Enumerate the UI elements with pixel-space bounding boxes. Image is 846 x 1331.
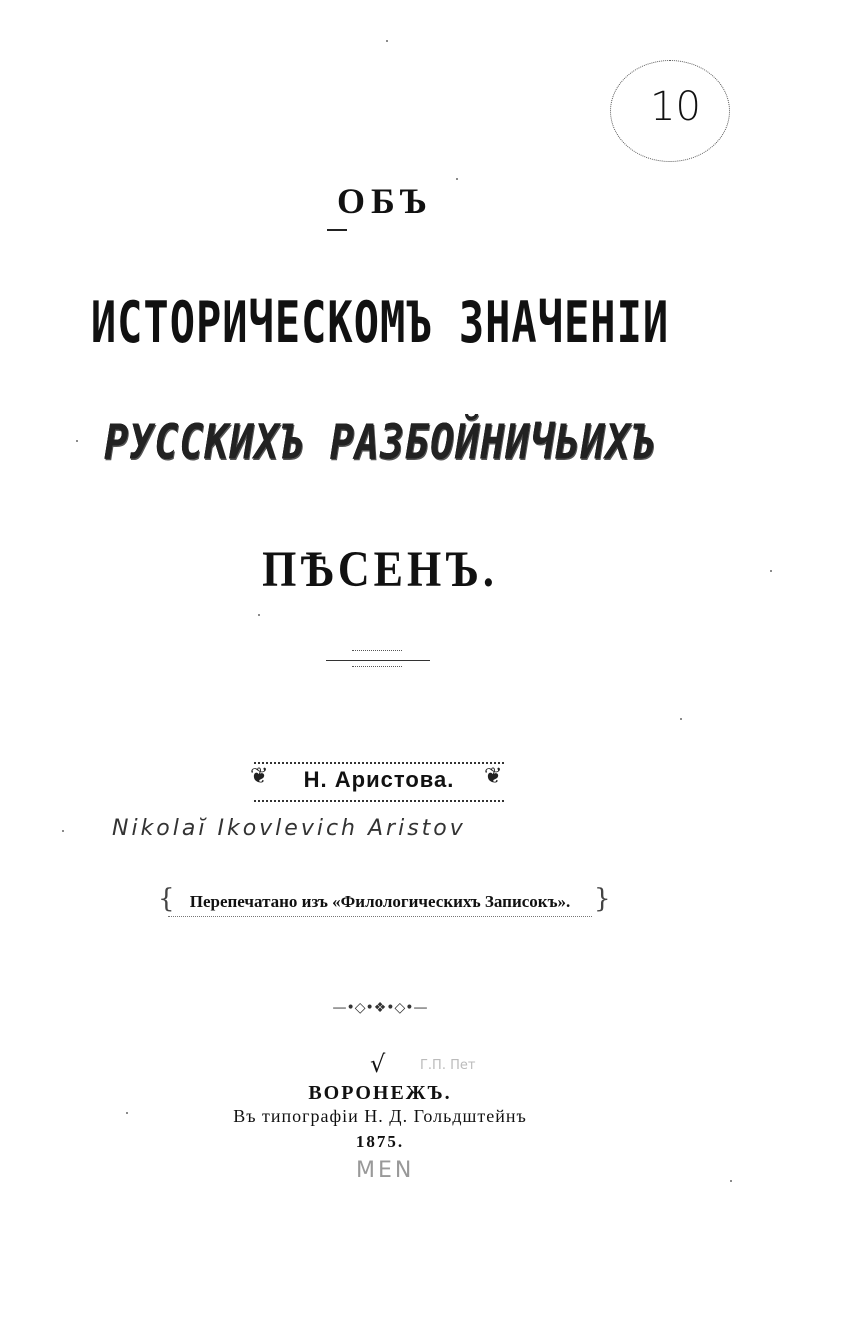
title-line-2: ИСТОРИЧЕСКОМЪ ЗНАЧЕНІИ bbox=[90, 289, 670, 356]
check-mark: √ bbox=[370, 1050, 386, 1078]
speck bbox=[76, 440, 78, 442]
speck bbox=[126, 1112, 128, 1114]
brace-right-icon: } bbox=[594, 884, 611, 914]
author-name: Н. Аристова. bbox=[303, 767, 455, 792]
speck bbox=[730, 1180, 732, 1182]
reprint-note: Перепечатано изъ «Филологическихъ Записокъ». bbox=[168, 888, 592, 917]
title-underline bbox=[327, 229, 347, 231]
divider-rule bbox=[326, 660, 430, 661]
divider-wavy-top bbox=[352, 650, 402, 655]
speck bbox=[680, 718, 682, 720]
handwritten-author-name: Nikolaĭ Ikovlevich Aristov bbox=[112, 816, 466, 841]
imprint-press: Въ типографіи Н. Д. Гольдштейнъ bbox=[233, 1106, 527, 1126]
speck bbox=[770, 570, 772, 572]
speck bbox=[258, 614, 260, 616]
divider-wavy-bottom bbox=[352, 666, 402, 671]
title-line-1: ОБЪ bbox=[337, 181, 433, 221]
faint-stamp-upper: Г.П. Пет bbox=[420, 1058, 476, 1073]
title-line-4: ПѢСЕНЪ. bbox=[262, 541, 498, 598]
imprint-year: 1875. bbox=[355, 1132, 405, 1151]
floral-ornament-left-icon: ❦ bbox=[250, 764, 269, 789]
speck bbox=[386, 40, 388, 42]
speck bbox=[456, 178, 458, 180]
faint-stamp-lower: MEN bbox=[356, 1158, 415, 1183]
floral-ornament-right-icon: ❦ bbox=[484, 764, 503, 789]
brace-left-icon: { bbox=[158, 884, 175, 914]
speck bbox=[62, 830, 64, 832]
shelf-mark-number: 10 bbox=[650, 84, 701, 130]
imprint-city: ВОРОНЕЖЪ. bbox=[308, 1082, 452, 1104]
title-line-3: РУССКИХЪ РАЗБОЙНИЧЬИХЪ bbox=[104, 415, 656, 471]
vignette-divider-icon: —•◇•❖•◇•— bbox=[332, 1000, 428, 1016]
